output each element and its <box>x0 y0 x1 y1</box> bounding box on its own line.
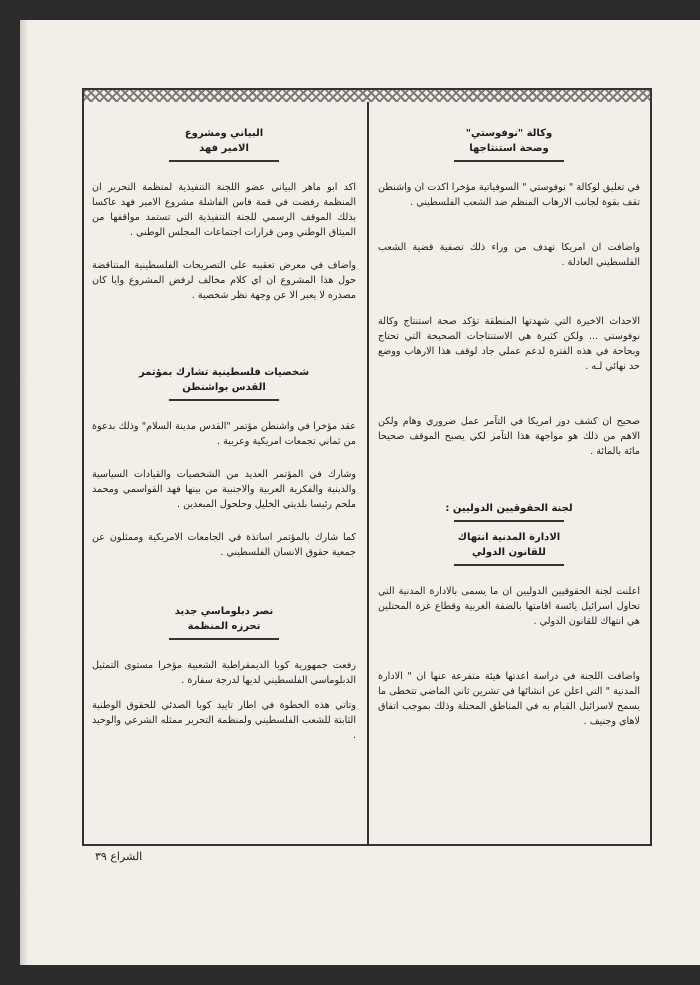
headline-diplomatic-victory <box>92 604 356 640</box>
paragraph: وشارك في المؤتمر العديد من الشخصيات والقيادات السياسية والدينية والفكرية العربية والاجنبية من بينها فهد القواسمي ومحمد ملحم رئيسا بلديتي الخليل وحلحول المبعدين . <box>92 469 356 510</box>
paragraph: الاحداث الاخيرة التي شهدتها المنطقة تؤكد صحة استنتاج وكالة نوفوستي ... ولكن كثيرة هي الاستنتاجات الصحيحة التي تحتاج وبحاحة في هذه الفترة لدعم عملي جاد لوقف هذا الارهاب ووضع حد نهائي لـه . <box>378 316 640 372</box>
paragraph: واضافت ان امريكا تهدف من وراء ذلك تصفية قضية الشعب الفلسطيني العادلة . <box>378 242 640 268</box>
headline-line: لجنة الحقوقيين الدوليين : <box>445 503 573 514</box>
headline-jerusalem-conference <box>92 365 356 401</box>
paragraph: اكد ابو ماهر البياني عضو اللجنة التنفيذية لمنظمة التحرير ان المنظمة رفضت في قمة فاس الفاشلة مشروع الامير فهد عاكسا بذلك الموقف الرسمي للجنة التنفيذية التي تستمد مواقفها من الميثاق الوطني ومن قرارات اجتماعات المجلس الوطني . <box>92 182 356 238</box>
headline-line: الادارة المدنية انتهاك <box>457 532 561 543</box>
headline-line: القدس بواشنطن <box>182 382 266 393</box>
left-column <box>92 108 356 743</box>
headline-line: وصحة استنتاجها <box>469 143 549 154</box>
right-column <box>378 108 640 729</box>
headline-line: تحرزه المنظمة <box>187 621 261 632</box>
paragraph: صحيح ان كشف دور امريكا في التآمر عمل ضروري وهام ولكن الاهم من ذلك هو مواجهة هذا التآمر لكي يصبح الموقف صحيحا مائة بالمائة . <box>378 416 640 457</box>
paragraph: عقد مؤخرا في واشنطن مؤتمر "القدس مدينة السلام" وذلك بدعوة من ثماني تجمعات امريكية وعربية . <box>92 421 356 447</box>
headline-bayani <box>92 126 356 162</box>
headline-line: للقانون الدولي <box>472 547 546 558</box>
column-divider <box>367 102 369 846</box>
headline-line: البياني ومشروع <box>184 128 264 139</box>
headline-line: نصر دبلوماسي جديد <box>174 606 274 617</box>
paragraph: في تعليق لوكالة " نوفوستي " السوفياتية مؤخرا اكدت ان واشنطن تقف بقوة لجانب الارهاب المنظم ضد الشعب الفلسطيني . <box>378 182 640 208</box>
headline-jurists <box>378 501 640 566</box>
paragraph: وتاتي هذه الخطوة في اطار تاييد كوبا الصدئي للحقوق الوطنية الثابتة للشعب الفلسطيني ولمنظمة التحرير ممثله الشرعي والوحيد . <box>92 700 356 741</box>
headline-novosti <box>378 126 640 162</box>
headline-line: وكالة "نوفوستي" <box>465 128 553 139</box>
headline-line: شخصيات فلسطينية تشارك بمؤتمر <box>138 367 310 378</box>
paragraph: واضافت اللجنة في دراسة اعدتها هيئة متفرعة عنها ان " الادارة المدنية " التي اعلن عن انشائها في تشرين ثاني الماضي تتخطى ما يسمح لاسرائيل القيام به في المناطق المحتلة وذلك بموجب اتفاق لاهاي وجنيف . <box>378 671 640 727</box>
page-footer: الشراع ٣٩ <box>95 850 143 863</box>
paragraph: اعلنت لجنة الحقوقيين الدوليين ان ما يسمى بالادارة المدنية التي تحاول اسرائيل يائسة اقامتها بالضفة الغربية وقطاع غزة المحتلين هي انتهاك للقانون الدولي . <box>378 586 640 627</box>
paragraph: واضاف في معرض تعقيبه على التصريحات الفلسطينية المتناقضة حول هذا المشروع ان اي كلام مخالف لرفض المشروع وايا كان مصدره لا يعبر الا عن وجهة نظر شخصية . <box>92 260 356 301</box>
page-binding-shadow <box>20 20 28 965</box>
headline-line: الامير فهد <box>199 143 249 154</box>
paragraph: كما شارك بالمؤتمر اساتذة في الجامعات الامريكية وممثلون عن جمعية حقوق الانسان الفلسطيني . <box>92 532 356 558</box>
paragraph: رفعت جمهورية كوبا الديمقراطية الشعبية مؤخرا مستوى التمثيل الدبلوماسي الفلسطيني لديها لدرجة سفارة . <box>92 660 356 686</box>
